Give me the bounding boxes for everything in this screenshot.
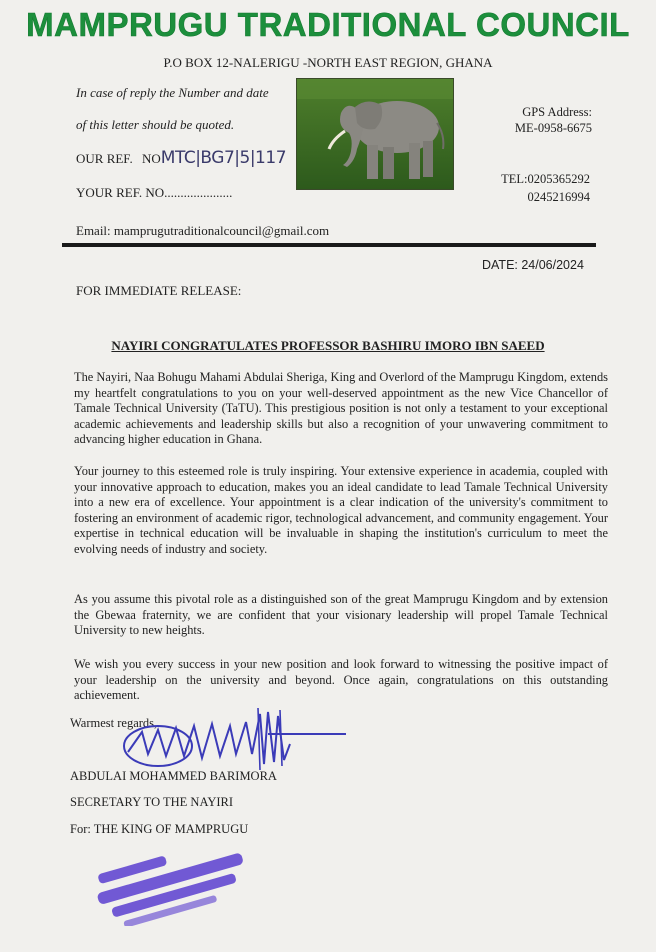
signatory-name: ABDULAI MOHAMMED BARIMORA [70,769,277,783]
signatory-for: For: THE KING OF MAMPRUGU [70,822,249,836]
our-ref-label: OUR REF. [76,151,133,166]
gps-value: ME-0958-6675 [514,121,592,135]
header-divider [62,243,596,247]
paragraph-2: Your journey to this esteemed role is truly inspiring. Your extensive experience in academia, coupled with your innovative approach to education, makes you an ideal candidate to lead Tamale Technical University into a new era of excellence. Your appointment is a clear indication of the university's commitment to fostering an environment of academic rigor, technological advancement, and community engagement. Your expertise in technical education will be invaluable in shaping the institution's curriculum to meet the evolving needs of industry and society. [74,464,608,556]
tel-1: TEL:0205365292 [501,172,590,186]
elephant-photo [296,78,454,190]
letter-heading: NAYIRI CONGRATULATES PROFESSOR BASHIRU IMORO IBN SAEED [111,338,545,353]
our-ref [76,148,286,168]
your-ref: YOUR REF. NO..................... [76,185,233,200]
gps-label: GPS Address: [522,105,592,119]
paragraph-4: We wish you every success in your new position and look forward to witnessing the positive impact of your leadership on the university and beyond. Once again, congratulations on this outstanding achievement. [74,657,608,702]
postal-address: P.O BOX 12-NALERIGU -NORTH EAST REGION, GHANA [163,55,493,70]
tel-2: 0245216994 [527,190,590,204]
paragraph-3: As you assume this pivotal role as a distinguished son of the great Mamprugu Kingdom and by extension the Gbewaa fraternity, we are confident that your visionary leadership will propel Tamale Technical University to new heights. [74,592,608,637]
council-stamp-icon [88,836,258,926]
reply-note-line-2: of this letter should be quoted. [76,117,235,132]
elephant-icon [297,79,453,189]
closing-regards: Warmest regards, [70,716,158,730]
signature-icon [118,704,354,774]
council-title: MAMPRUGU TRADITIONAL COUNCIL [26,6,630,43]
signatory-role: SECRETARY TO THE NAYIRI [70,795,234,809]
our-ref-handwritten: MTC|BG7|5|117 [160,148,287,168]
our-ref-prefix: NO [142,151,161,166]
letter-date: DATE: 24/06/2024 [482,258,584,272]
reply-note-line-1: In case of reply the Number and date [76,85,269,100]
paragraph-1: The Nayiri, Naa Bohugu Mahami Abdulai Sheriga, King and Overlord of the Mamprugu Kingdom, extends my heartfelt congratulations to you on your well-deserved appointment as the new Vice Chancellor of Tamale Technical University (TaTU). This prestigious position is not only a testament to your exceptional academic achievements and leadership skills but also a recognition of your unwavering commitment to advancing higher education in Ghana. [74,370,608,446]
telephone [486,170,590,206]
release-label: FOR IMMEDIATE RELEASE: [76,283,242,298]
gps-address [496,104,592,136]
email-line: Email: mamprugutraditionalcouncil@gmail.com [76,223,330,238]
